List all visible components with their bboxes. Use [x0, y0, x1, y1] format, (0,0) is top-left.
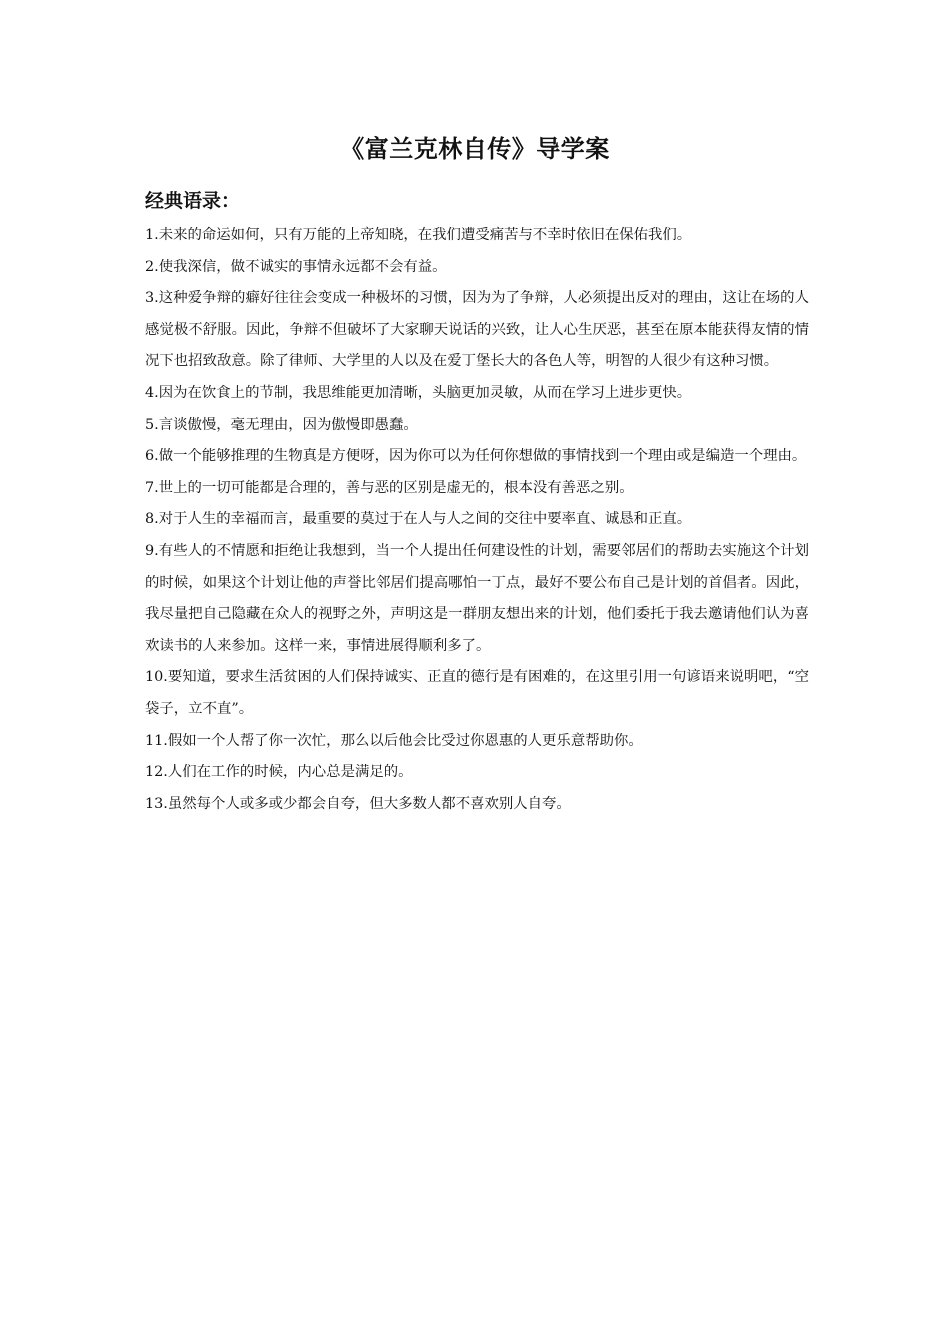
section-heading: 经典语录： [145, 190, 241, 212]
quote-item: 11.假如一个人帮了你一次忙，那么以后他会比受过你恩惠的人更乐意帮助你。 [145, 732, 643, 749]
quote-item: 4.因为在饮食上的节制，我思维能更加清晰，头脑更加灵敏，从而在学习上进步更快。 [145, 384, 692, 401]
quote-item: 10.要知道，要求生活贫困的人们保持诚实、正直的德行是有困难的，在这里引用一句谚语来说明吧，“空袋子，立不直”。 [145, 669, 809, 717]
quote-item: 2.使我深信，做不诚实的事情永远都不会有益。 [145, 258, 447, 275]
quote-item: 13.虽然每个人或多或少都会自夸，但大多数人都不喜欢别人自夸。 [145, 795, 571, 812]
quote-item: 9.有些人的不情愿和拒绝让我想到，当一个人提出任何建设性的计划，需要邻居们的帮助去实施这个计划的时候，如果这个计划让他的声誉比邻居们提高哪怕一丁点，最好不要公布自己是计划的首倡者。因此，我尽量把自己隐藏在众人的视野之外，声明这是一群朋友想出来的计划，他们委托于我去邀请他们认为喜欢读书的人来参加。这样一来，事情进展得顺利多了。 [145, 542, 809, 654]
quote-item: 12.人们在工作的时候，内心总是满足的。 [145, 764, 413, 781]
quote-item: 5.言谈傲慢，毫无理由，因为傲慢即愚蠢。 [145, 416, 418, 433]
quote-item: 8.对于人生的幸福而言，最重要的莫过于在人与人之间的交往中要率直、诚恳和正直。 [145, 511, 692, 528]
quote-list [145, 220, 809, 820]
page-title: 《富兰克林自传》导学案 [340, 135, 610, 163]
quote-item: 6.做一个能够推理的生物真是方便呀，因为你可以为任何你想做的事情找到一个理由或是编造一个理由。 [145, 448, 807, 465]
quote-item: 1.未来的命运如何，只有万能的上帝知晓，在我们遭受痛苦与不幸时依旧在保佑我们。 [145, 227, 692, 243]
quote-item: 7.世上的一切可能都是合理的，善与恶的区别是虚无的，根本没有善恶之别。 [145, 479, 634, 496]
quote-item: 3.这种爱争辩的癖好往往会变成一种极坏的习惯，因为为了争辩，人必须提出反对的理由，这让在场的人感觉极不舒服。因此，争辩不但破坏了大家聊天说话的兴致，让人心生厌恶，甚至在原本能获得友情的情况下也招致敌意。除了律师、大学里的人以及在爱丁堡长大的各色人等，明智的人很少有这种习惯。 [145, 290, 809, 370]
